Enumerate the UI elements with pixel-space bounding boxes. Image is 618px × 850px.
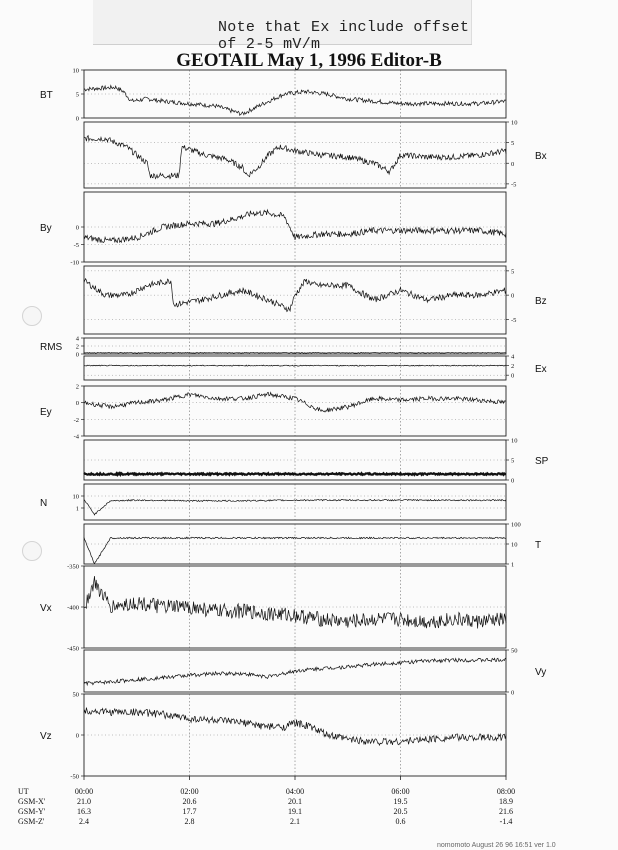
footer-stamp: nomomoto August 26 96 16:51 ver 1.0 bbox=[437, 842, 556, 849]
tick-label-vx: -350 bbox=[67, 563, 79, 571]
orbit-value: 16.3 bbox=[77, 807, 91, 816]
tick-label-bt: 5 bbox=[75, 91, 79, 99]
x-tick-label: 02:00 bbox=[180, 787, 199, 796]
orbit-value: 20.5 bbox=[393, 807, 408, 816]
panel-frame-bz bbox=[84, 266, 506, 334]
orbit-value: -1.4 bbox=[499, 817, 513, 826]
offset-note: Note that Ex include offset of 2-5 mV/m bbox=[218, 19, 470, 53]
tick-label-ey: -4 bbox=[73, 433, 79, 441]
tick-label-bz: 0 bbox=[511, 292, 515, 300]
orbit-value: 18.9 bbox=[499, 797, 513, 806]
panel-label-by: By bbox=[40, 223, 52, 234]
tick-label-vz: -50 bbox=[70, 773, 79, 781]
orbit-value: 2.4 bbox=[79, 817, 89, 826]
orbit-value: 21.6 bbox=[499, 807, 513, 816]
tick-label-bx: 0 bbox=[511, 160, 515, 168]
panel-label-bt: BT bbox=[40, 90, 53, 101]
tick-label-vx: -450 bbox=[67, 645, 79, 653]
panel-label-ex: Ex bbox=[535, 364, 547, 375]
tick-label-by: -5 bbox=[73, 242, 79, 249]
x-axis-label: UT bbox=[18, 787, 29, 796]
orbit-value: 20.1 bbox=[288, 797, 302, 806]
tick-label-n: 1 bbox=[75, 505, 79, 513]
series-line-sp bbox=[84, 473, 506, 475]
orbit-value: 19.1 bbox=[288, 807, 302, 816]
tick-label-t: 1 bbox=[511, 561, 515, 569]
tick-label-by: 0 bbox=[75, 224, 79, 232]
orbit-value: 2.1 bbox=[290, 817, 300, 826]
tick-label-rms: 2 bbox=[75, 343, 79, 351]
tick-label-bz: 5 bbox=[511, 268, 515, 276]
tick-label-sp: 10 bbox=[511, 437, 518, 445]
tick-label-vx: -400 bbox=[67, 604, 79, 612]
series-line-by bbox=[84, 210, 506, 243]
panel-label-bx: Bx bbox=[535, 151, 547, 162]
tick-label-ex: 2 bbox=[511, 363, 515, 371]
orbit-value: 20.6 bbox=[182, 797, 197, 806]
panel-label-n: N bbox=[40, 498, 48, 509]
series-line-ex bbox=[84, 365, 506, 366]
tick-label-sp: 0 bbox=[511, 477, 515, 485]
orbit-value: 17.7 bbox=[182, 807, 197, 816]
tick-label-by: -10 bbox=[70, 259, 79, 267]
panel-label-sp: SP bbox=[535, 456, 549, 467]
x-tick-label: 00:00 bbox=[74, 787, 94, 796]
orbit-value: 0.6 bbox=[395, 817, 406, 826]
series-line-bt bbox=[84, 86, 506, 116]
tick-label-bt: 0 bbox=[75, 115, 79, 123]
tick-label-sp: 5 bbox=[511, 457, 515, 465]
series-line-ey bbox=[84, 392, 506, 412]
panel-label-vx: Vx bbox=[40, 603, 52, 614]
panel-label-bz: Bz bbox=[535, 296, 547, 307]
tick-label-bx: -5 bbox=[511, 181, 517, 189]
orbit-row-label: GSM-Y' bbox=[18, 807, 46, 816]
tick-label-bx: 5 bbox=[511, 140, 515, 148]
tick-label-ey: 2 bbox=[75, 383, 79, 391]
orbit-row-label: GSM-Z' bbox=[18, 817, 45, 826]
x-tick-label: 08:00 bbox=[496, 787, 516, 796]
tick-label-bx: 10 bbox=[511, 119, 518, 127]
tick-label-bz: -5 bbox=[511, 316, 517, 324]
tick-label-ey: 0 bbox=[75, 400, 79, 408]
tick-label-t: 10 bbox=[511, 541, 518, 549]
x-tick-label: 06:00 bbox=[391, 787, 410, 796]
tick-label-t: 100 bbox=[511, 521, 521, 529]
panel-label-vy: Vy bbox=[535, 667, 547, 678]
tick-label-vz: 0 bbox=[75, 732, 79, 740]
tick-label-vy: 50 bbox=[511, 647, 518, 655]
panel-label-rms: RMS bbox=[40, 342, 63, 353]
panel-label-t: T bbox=[535, 540, 542, 551]
panel-label-ey: Ey bbox=[40, 407, 52, 418]
tick-label-ex: 4 bbox=[511, 353, 515, 361]
orbit-value: 2.8 bbox=[184, 817, 195, 826]
tick-label-ey: -2 bbox=[73, 416, 79, 424]
tick-label-rms: 4 bbox=[75, 335, 79, 343]
tick-label-n: 10 bbox=[72, 493, 79, 501]
tick-label-bt: 10 bbox=[72, 67, 79, 75]
chart-title: GEOTAIL May 1, 1996 Editor-B bbox=[176, 50, 442, 71]
orbit-value: 19.5 bbox=[393, 797, 408, 806]
tick-label-vy: 0 bbox=[511, 689, 515, 697]
orbit-row-label: GSM-X' bbox=[18, 797, 46, 806]
tick-label-vz: 50 bbox=[72, 691, 79, 699]
tick-label-rms: 0 bbox=[75, 351, 79, 359]
tick-label-ex: 0 bbox=[511, 372, 515, 380]
panel-label-vz: Vz bbox=[40, 731, 52, 742]
x-tick-label: 04:00 bbox=[285, 787, 305, 796]
orbit-value: 21.0 bbox=[77, 797, 91, 806]
